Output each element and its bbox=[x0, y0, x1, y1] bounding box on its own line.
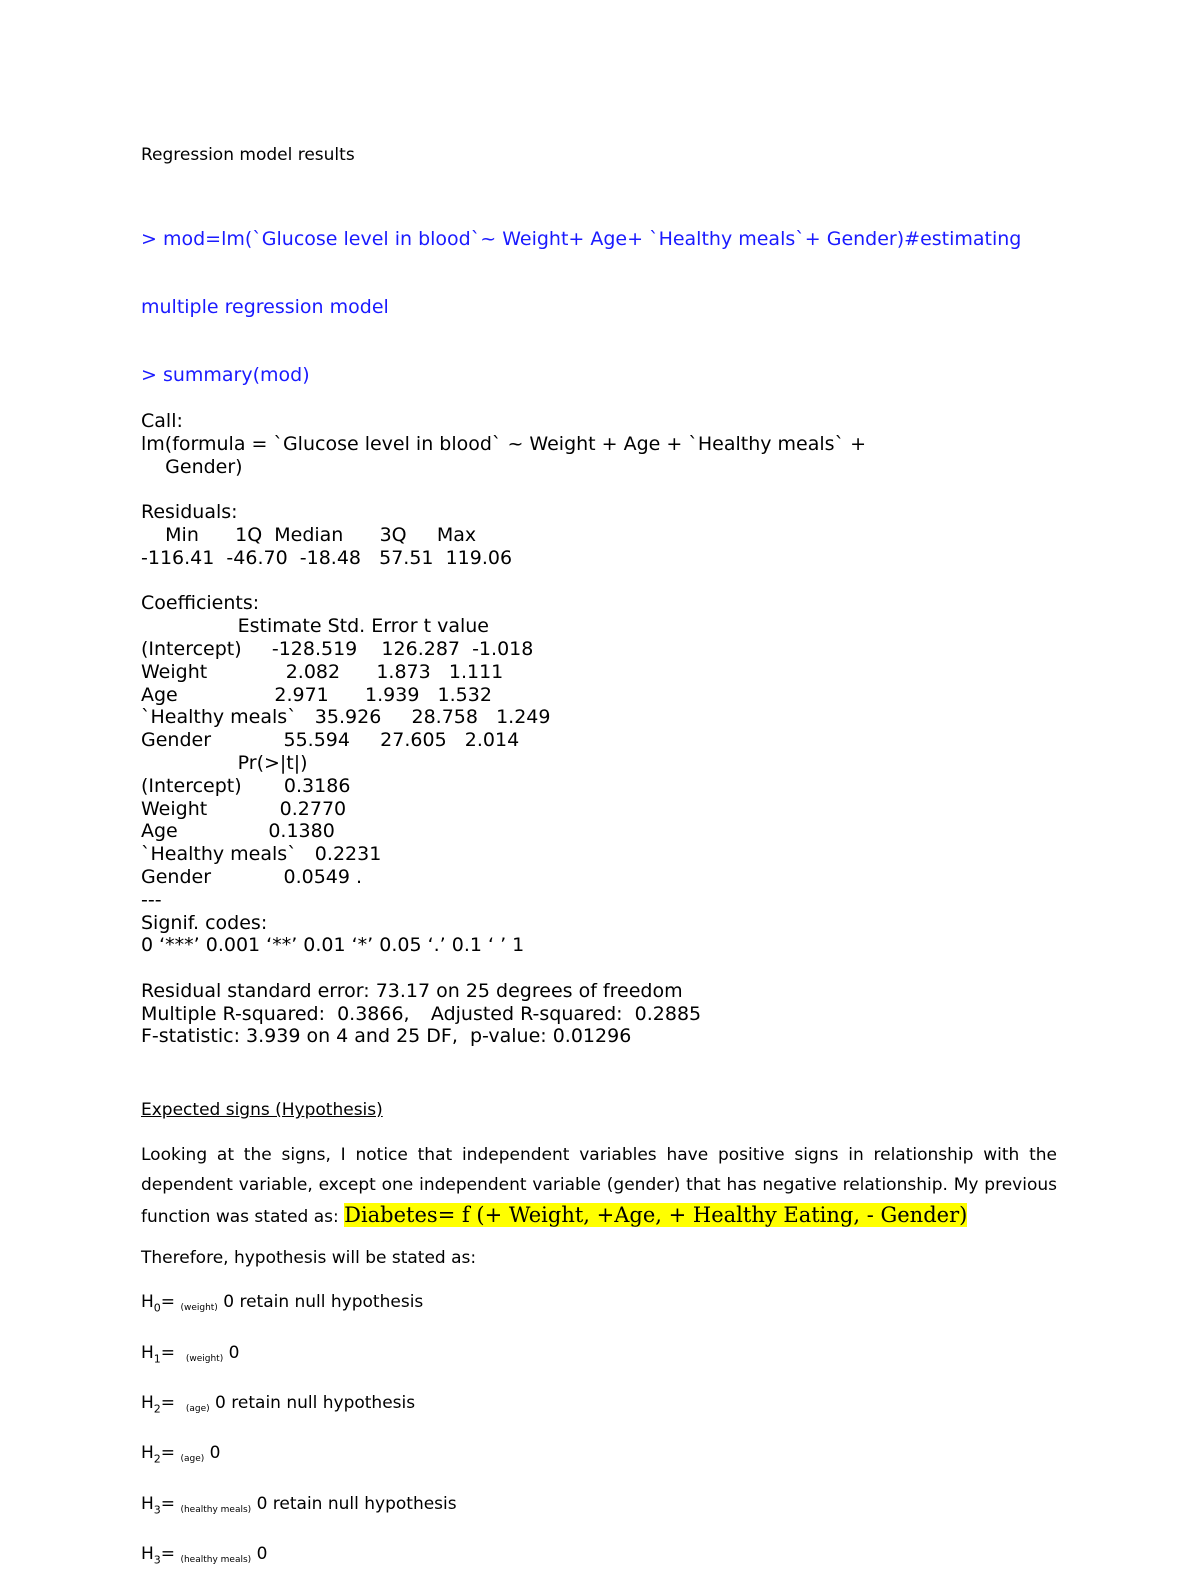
hypothesis-line bbox=[141, 1391, 1057, 1421]
output-line: Estimate Std. Error t value bbox=[141, 615, 489, 638]
output-line: (Intercept) -128.519 126.287 -1.018 bbox=[141, 637, 534, 660]
hypothesis-equals: = bbox=[160, 1544, 181, 1565]
output-line bbox=[141, 570, 1057, 593]
hypothesis-index: 0 bbox=[153, 1301, 161, 1315]
hypotheses-list bbox=[141, 1290, 1057, 1572]
hypothesis-symbol: H bbox=[141, 1443, 154, 1464]
console-command-lm bbox=[141, 182, 1057, 364]
hypothesis-statement: 0 retain null hypothesis bbox=[209, 1393, 416, 1414]
console-line: multiple regression model bbox=[141, 295, 389, 318]
output-line: `Healthy meals` 0.2231 bbox=[141, 843, 382, 866]
spacer bbox=[141, 1048, 1057, 1098]
hypothesis-statement: 0 bbox=[223, 1342, 240, 1363]
hypothesis-symbol: H bbox=[141, 1393, 154, 1414]
output-line: Residuals: bbox=[141, 501, 238, 524]
hypothesis-statement: 0 retain null hypothesis bbox=[251, 1493, 457, 1514]
hypothesis-variable: (age) bbox=[180, 1454, 205, 1465]
output-line: Weight 2.082 1.873 1.111 bbox=[141, 660, 504, 683]
output-line bbox=[141, 478, 1057, 501]
output-line: Residual standard error: 73.17 on 25 degrees of freedom bbox=[141, 979, 683, 1002]
output-line: Pr(>|t|) bbox=[141, 751, 308, 774]
hypothesis-equals: = bbox=[160, 1393, 186, 1414]
output-line: Gender 0.0549 . bbox=[141, 865, 363, 888]
output-line: --- bbox=[141, 888, 162, 911]
output-line: Min 1Q Median 3Q Max bbox=[141, 523, 477, 546]
therefore-line: Therefore, hypothesis will be stated as: bbox=[141, 1248, 477, 1269]
document-title: Regression model results bbox=[141, 145, 355, 165]
output-line: Age 2.971 1.939 1.532 bbox=[141, 683, 492, 706]
console-line: > mod=lm(`Glucose level in blood`~ Weight+ Age+ `Healthy meals`+ Gender)#estimating bbox=[141, 227, 1022, 250]
hypothesis-statement: 0 bbox=[251, 1544, 268, 1565]
console-command-summary: > summary(mod) bbox=[141, 364, 310, 387]
hypothesis-index: 2 bbox=[153, 1452, 161, 1466]
hypothesis-paragraph bbox=[141, 1140, 1057, 1232]
output-line bbox=[141, 957, 1057, 980]
output-line: F-statistic: 3.939 on 4 and 25 DF, p-value: 0.01296 bbox=[141, 1025, 632, 1048]
highlighted-function: Diabetes= f (+ Weight, +Age, + Healthy Eating, - Gender) bbox=[344, 1203, 968, 1228]
hypothesis-symbol: H bbox=[141, 1342, 154, 1363]
hypothesis-index: 2 bbox=[153, 1402, 161, 1416]
output-line: Signif. codes: bbox=[141, 911, 268, 934]
hypothesis-symbol: H bbox=[141, 1292, 154, 1313]
hypothesis-statement: 0 bbox=[204, 1443, 221, 1464]
hypothesis-equals: = bbox=[160, 1342, 186, 1363]
output-line: Weight 0.2770 bbox=[141, 797, 347, 820]
output-line: lm(formula = `Glucose level in blood` ~ Weight + Age + `Healthy meals` + bbox=[141, 432, 867, 455]
hypothesis-equals: = bbox=[160, 1443, 181, 1464]
output-line: 0 ‘***’ 0.001 ‘**’ 0.01 ‘*’ 0.05 ‘.’ 0.1 ‘ ’ 1 bbox=[141, 934, 525, 957]
output-line: Call: bbox=[141, 409, 183, 432]
spacer bbox=[141, 1122, 1057, 1140]
hypothesis-line bbox=[141, 1542, 1057, 1572]
hypothesis-line bbox=[141, 1341, 1057, 1371]
output-line: -116.41 -46.70 -18.48 57.51 119.06 bbox=[141, 546, 513, 569]
hypothesis-variable: (age) bbox=[185, 1404, 210, 1415]
spacer bbox=[141, 1232, 1057, 1246]
hypothesis-index: 3 bbox=[153, 1503, 161, 1517]
hypothesis-symbol: H bbox=[141, 1493, 154, 1514]
regression-output bbox=[141, 410, 1057, 1048]
hypothesis-variable: (weight) bbox=[185, 1353, 224, 1364]
spacer bbox=[141, 387, 1057, 410]
hypothesis-index: 1 bbox=[153, 1352, 161, 1366]
output-line: (Intercept) 0.3186 bbox=[141, 774, 351, 797]
hypothesis-symbol: H bbox=[141, 1544, 154, 1565]
hypothesis-variable: (healthy meals) bbox=[180, 1555, 252, 1566]
hypothesis-statement: 0 retain null hypothesis bbox=[217, 1292, 424, 1313]
hypothesis-line bbox=[141, 1441, 1057, 1471]
output-line: Coefficients: bbox=[141, 592, 260, 615]
hypothesis-variable: (healthy meals) bbox=[180, 1504, 252, 1515]
hypothesis-index: 3 bbox=[153, 1553, 161, 1567]
output-line: Age 0.1380 bbox=[141, 820, 335, 843]
output-line: `Healthy meals` 35.926 28.758 1.249 bbox=[141, 706, 551, 729]
hypothesis-variable: (weight) bbox=[180, 1303, 218, 1314]
paragraph-text: Looking at the signs, I notice that independent variables have positive signs in relationship with the dependent variable, except one independent variable (gender) that has negative relationship. My previous function was stated as: bbox=[141, 1145, 1057, 1228]
hypothesis-equals: = bbox=[160, 1292, 181, 1313]
hypothesis-line bbox=[141, 1290, 1057, 1320]
document-body bbox=[141, 140, 1057, 1573]
section-heading: Expected signs (Hypothesis) bbox=[141, 1100, 383, 1121]
output-line: Gender 55.594 27.605 2.014 bbox=[141, 729, 520, 752]
hypothesis-line bbox=[141, 1492, 1057, 1522]
output-line: Gender) bbox=[141, 455, 243, 478]
hypothesis-equals: = bbox=[160, 1493, 181, 1514]
output-line: Multiple R-squared: 0.3866, Adjusted R-squared: 0.2885 bbox=[141, 1002, 702, 1025]
